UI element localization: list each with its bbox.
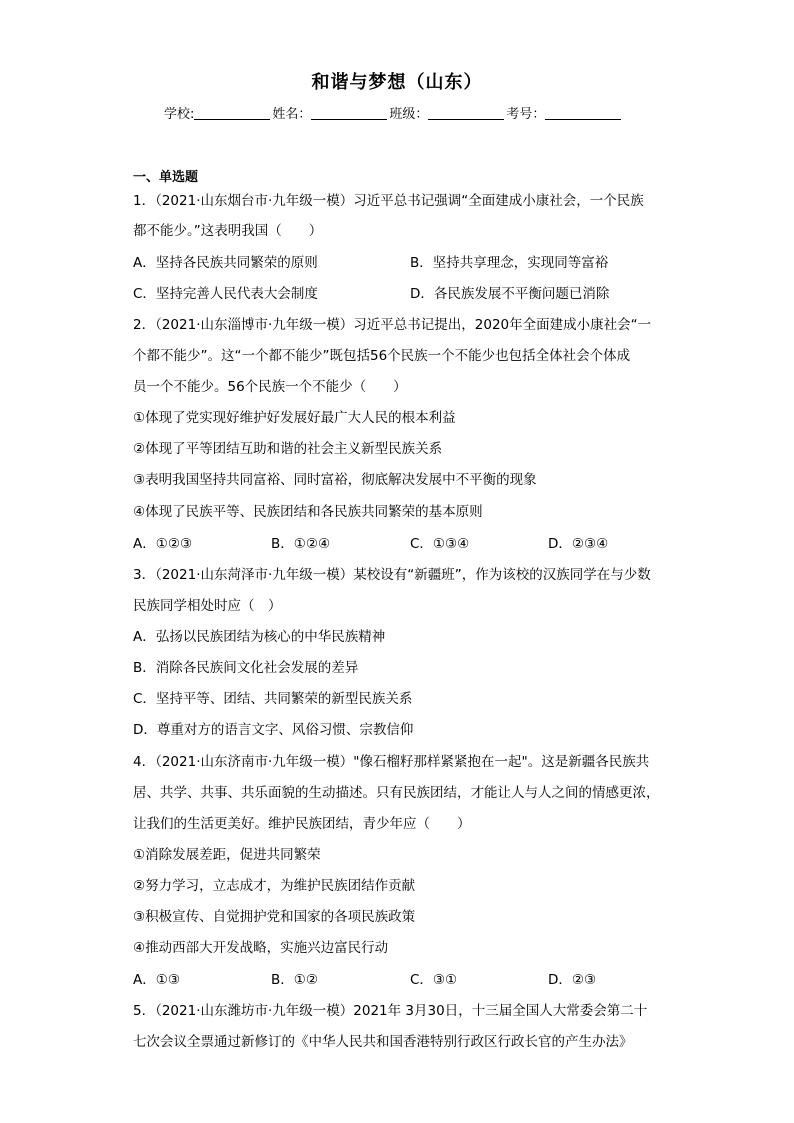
- question-4-statement-4: ④推动西部大开发战略，实施兴边富民行动: [133, 940, 389, 956]
- question-1-option-a: A．坚持各民族共同繁荣的原则: [133, 255, 318, 271]
- question-2-option-b: B．①②④: [271, 536, 331, 552]
- question-2-option-d: D．②③④: [548, 536, 609, 552]
- school-label: 学校:: [164, 107, 195, 122]
- question-5-line-1: 5．（2021·山东潍坊市·九年级一模）2021年 3月30日，十三届全国人大常委会第二十: [133, 1003, 648, 1019]
- question-2-line-2: 个都不能少”。这“一个都不能少”既包括56个民族一个不能少也包括全体社会个体成: [133, 348, 631, 364]
- page-title: 和谐与梦想（山东）: [311, 72, 483, 93]
- section-heading: 一、单选题: [133, 170, 199, 185]
- exam-no-label: 考号：: [506, 107, 546, 122]
- question-2-statement-4: ④体现了民族平等、民族团结和各民族共同繁荣的基本原则: [133, 504, 483, 520]
- class-blank[interactable]: [428, 107, 504, 120]
- question-2-option-c: C．①③④: [410, 536, 470, 552]
- question-2-option-a: A．①②③: [133, 536, 193, 552]
- question-1-option-b: B．坚持共享理念，实现同等富裕: [410, 255, 609, 271]
- question-3-line-1: 3．（2021·山东菏泽市·九年级一模）某校设有“新疆班”，作为该校的汉族同学在与少数: [133, 567, 651, 583]
- question-2-statement-3: ③表明我国坚持共同富裕、同时富裕，彻底解决发展中不平衡的现象: [133, 472, 537, 488]
- question-4-option-d: D．②③: [548, 972, 597, 988]
- question-1-line-1: 1．（2021·山东烟台市·九年级一模）习近平总书记强调“全面建成小康社会，一个民族: [133, 193, 644, 209]
- school-blank[interactable]: [194, 107, 270, 120]
- question-2-statement-2: ②体现了平等团结互助和谐的社会主义新型民族关系: [133, 441, 443, 457]
- name-label: 姓名：: [272, 107, 312, 122]
- question-1-option-c: C．坚持完善人民代表大会制度: [133, 286, 318, 302]
- question-2-line-1: 2．（2021·山东淄博市·九年级一模）习近平总书记提出，2020年全面建成小康社会“一: [133, 317, 652, 333]
- question-3-line-2: 民族同学相处时应（ ）: [133, 598, 282, 614]
- question-1-option-d: D．各民族发展不平衡问题已消除: [410, 286, 610, 302]
- class-label: 班级：: [389, 107, 429, 122]
- question-3-option-d: D．尊重对方的语言文字、风俗习惯、宗教信仰: [133, 722, 414, 738]
- question-4-line-1: 4．（2021·山东济南市·九年级一模）"像石榴籽那样紧紧抱在一起"。这是新疆各民族共: [133, 754, 650, 770]
- question-4-statement-2: ②努力学习，立志成才，为维护民族团结作贡献: [133, 878, 416, 894]
- exam-no-blank[interactable]: [545, 107, 621, 120]
- question-2-line-3: 员一个不能少。56个民族一个不能少（ ）: [133, 379, 407, 395]
- question-4-statement-3: ③积极宣传、自觉拥护党和国家的各项民族政策: [133, 909, 416, 925]
- question-4-statement-1: ①消除发展差距，促进共同繁荣: [133, 847, 321, 863]
- question-3-option-c: C．坚持平等、团结、共同繁荣的新型民族关系: [133, 691, 413, 707]
- question-4-line-3: 让我们的生活更美好。维护民族团结，青少年应（ ）: [133, 816, 471, 832]
- question-1-line-2: 都不能少。”这表明我国（ ）: [133, 223, 323, 239]
- question-4-option-b: B．①②: [271, 972, 318, 988]
- question-2-statement-1: ①体现了党实现好维护好发展好最广大人民的根本利益: [133, 410, 456, 426]
- student-info-row: [164, 103, 623, 122]
- question-4-option-a: A．①③: [133, 972, 180, 988]
- question-3-option-b: B．消除各民族间文化社会发展的差异: [133, 660, 359, 676]
- question-3-option-a: A．弘扬以民族团结为核心的中华民族精神: [133, 629, 386, 645]
- name-blank[interactable]: [311, 107, 387, 120]
- question-4-line-2: 居、共学、共事、共乐面貌的生动描述。只有民族团结，才能让人与人之间的情感更浓，: [133, 785, 660, 801]
- question-4-option-c: C．③①: [410, 972, 458, 988]
- question-5-line-2: 七次会议全票通过新修订的《中华人民共和国香港特别行政区行政长官的产生办法》: [133, 1034, 633, 1050]
